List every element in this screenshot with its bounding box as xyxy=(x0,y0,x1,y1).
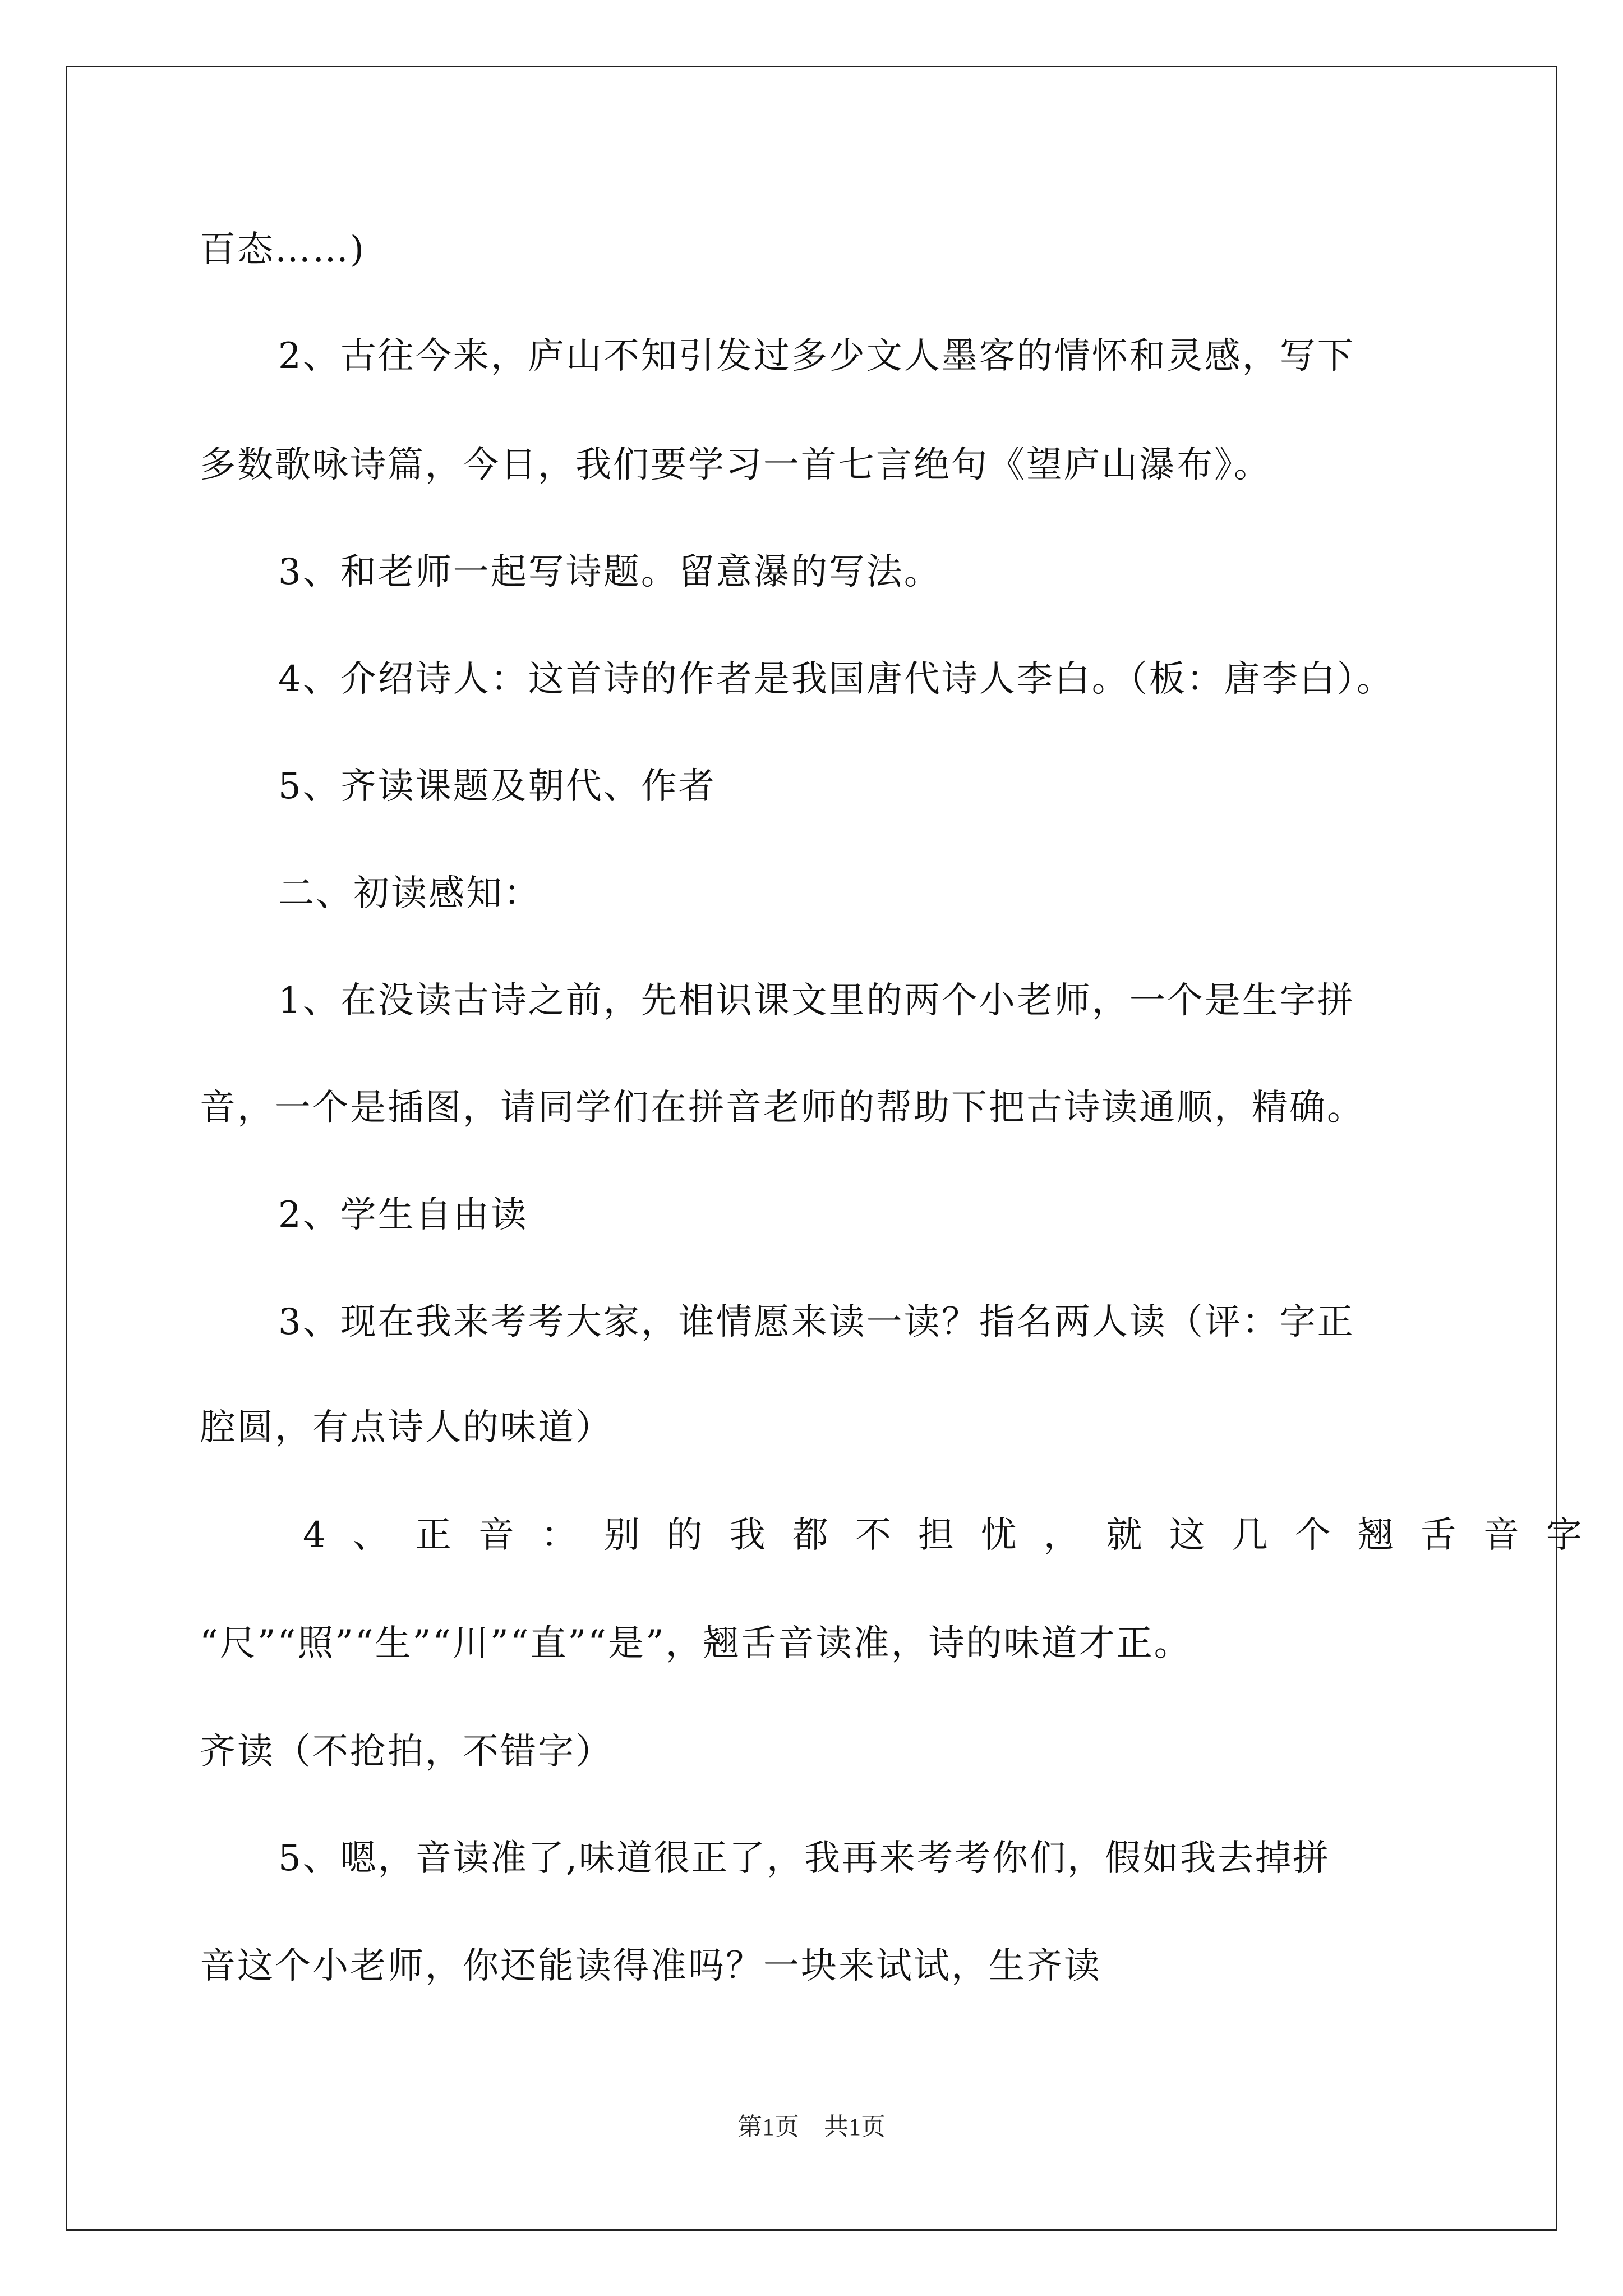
text-line-16: 5、嗯，音读准了,味道很正了，我再来考考你们，假如我去掉拼 xyxy=(278,1838,1331,1879)
text-line-11: 3、现在我来考考大家，谁情愿来读一读？指名两人读（评：字正 xyxy=(278,1301,1355,1343)
text-line-5: 4、介绍诗人：这首诗的作者是我国唐代诗人李白。（板：唐李白）。 xyxy=(278,659,1394,700)
text-line-6: 5、齐读课题及朝代、作者 xyxy=(278,766,716,807)
text-line-10: 2、学生自由读 xyxy=(278,1194,528,1236)
text-line-12: 腔圆，有点诗人的味道） xyxy=(200,1407,613,1448)
text-line-2: 2、古往今来，庐山不知引发过多少文人墨客的情怀和灵感，写下 xyxy=(278,335,1355,377)
page-footer: 第1页 共1页 xyxy=(737,2113,886,2141)
text-line-17: 音这个小老师，你还能读得准吗？一块来试试，生齐读 xyxy=(200,1945,1101,1987)
text-line-4: 3、和老师一起写诗题。留意瀑的写法。 xyxy=(278,551,942,593)
text-line-15: 齐读（不抢拍，不错字） xyxy=(200,1731,613,1773)
page-border xyxy=(66,66,1609,2231)
section-heading: 二、初读感知： xyxy=(278,873,541,914)
text-line-9: 音，一个是插图，请同学们在拼音老师的帮助下把古诗读通顺，精确。 xyxy=(200,1087,1364,1129)
text-line-14: “尺”“照”“生”“川”“直”“是”，翘舌音读准，诗的味道才正。 xyxy=(200,1623,1192,1664)
text-line-3: 多数歌咏诗篇，今日，我们要学习一首七言绝句《望庐山瀑布》。 xyxy=(200,444,1271,486)
text-line-8: 1、在没读古诗之前，先相识课文里的两个小老师，一个是生字拼 xyxy=(278,980,1355,1022)
text-line-1: 百态……) xyxy=(200,229,366,270)
text-line-13: 4、正音：别的我都不担忧，就这几个翘舌音字 xyxy=(303,1515,1609,1556)
